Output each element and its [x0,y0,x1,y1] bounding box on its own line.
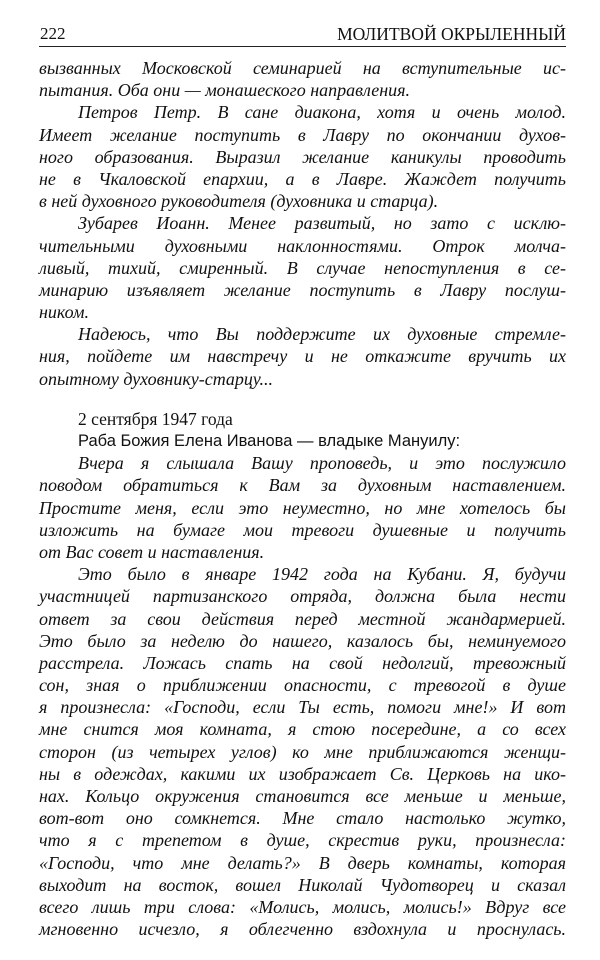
page-number: 222 [40,24,66,43]
text-line: изложить на бумаге мои тревоги душевные и получить [39,519,566,540]
text-line: минарию изъявляет желание поступить в Лавру послуш- [39,279,566,300]
text-line: ния, пойдете им навстречу и не откажите вручить их [39,346,566,367]
text-line: поводом обратиться к Вам за духовным наставлением. [39,475,566,496]
text-line: всего лишь три слова: «Молись, молись, молись!» Вдруг все [39,896,566,917]
text-line: Вчера я слышала Вашу проповедь, и это послужило [78,453,566,474]
text-line: нах. Кольцо окружения становится все меньше и меньше, [39,786,566,806]
text-line: чительными духовными наклонностями. Отрок молча- [39,235,566,256]
text-line: расстрела. Ложась спать на свой недолгий, тревожный [39,652,566,673]
text-line: пытания. Оба они — монашеского направления. [39,80,411,101]
text-line: опытному духовнику-старцу... [39,368,274,389]
text-line: сон, зная о приближении опасности, с тревогой в душе [39,675,566,696]
page-body [39,57,566,940]
text-line: вот-вот оно сомкнется. Мне стало настолько жутко, [39,808,566,829]
text-line: выходит на восток, вошел Николай Чудотворец и сказал [39,874,566,895]
paragraph-gap [39,390,566,408]
text-line: вызванных Московской семинарией на вступительные ис- [39,58,566,78]
text-line: Имеет желание поступить в Лавру по окончании духов- [39,124,566,145]
running-title: МОЛИТВОЙ ОКРЫЛЕННЫЙ [337,24,566,44]
text-line: мгновенно исчезло, я облегченно вздохнула и проснулась. [39,919,566,940]
text-line: участницей партизанского отряда, должна была нести [39,586,566,607]
text-line: ником. [39,302,89,323]
text-line: от Вас совет и наставления. [39,541,265,562]
text-line: Надеюсь, что Вы поддержите их духовные стремле- [78,324,566,345]
text-line: сторон (из четырех углов) ко мне приближаются женщи- [39,741,566,762]
text-line: ливый, тихий, смиренный. В случае непоступления в се- [39,257,566,278]
letter-date: 2 сентября 1947 года [78,408,233,429]
text-line: в ней духовного руководителя (духовника и старца). [39,191,439,212]
text-line: «Господи, что мне делать?» В дверь комнаты, которая [39,852,566,873]
text-line: Это было за неделю до нашего, казалось бы, неминуемого [39,630,566,651]
text-line: ответ за свои действия перед местной жандармерией. [39,608,566,629]
text-line: не в Чкаловской епархии, а в Лавре. Жаждет получить [39,168,566,189]
page-header [39,22,566,47]
text-line: Зубарев Иоанн. Менее развитый, но зато с исклю- [78,213,566,234]
text-line: я произнесла: «Господи, если Ты есть, помоги мне!» И вот [39,697,566,718]
text-line: ны в одеждах, какими их изображает Св. Церковь на ико- [39,763,566,784]
text-line: что я с трепетом в душе, скрестив руки, произнесла: [39,830,566,851]
letter-heading: Раба Божия Елена Иванова — владыке Мануилу: [78,432,461,450]
text-line: Петров Петр. В сане диакона, хотя и очень молод. [78,102,566,123]
text-line: Это было в январе 1942 года на Кубани. Я, будучи [78,564,566,585]
text-line: ного образования. Выразил желание каникулы проводить [39,146,566,167]
text-line: Простите меня, если это неуместно, но мне хотелось бы [39,497,566,518]
text-line: мне снится моя комната, я стою посередине, а со всех [39,719,566,740]
